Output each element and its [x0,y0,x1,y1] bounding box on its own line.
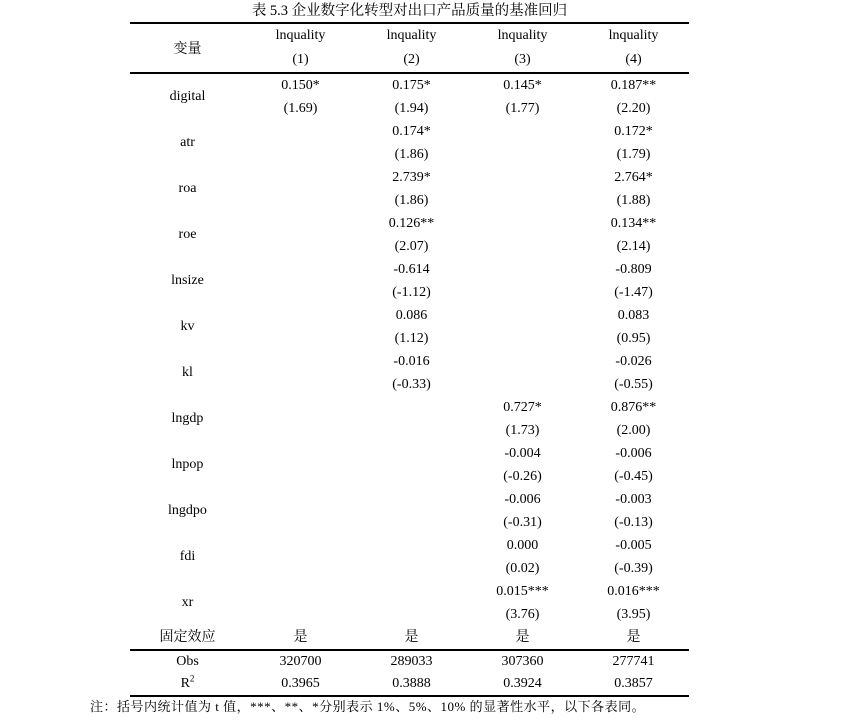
coefficient-cell [578,212,689,258]
coefficient-cell [578,166,689,212]
t-statistic: (-0.26) [503,469,542,484]
coefficient-cell [356,304,467,350]
variable-label: atr [180,135,195,150]
coefficient-value [356,396,467,419]
header-column-1 [245,23,356,73]
t-statistic: (1.79) [616,147,651,162]
t-statistic: (1.77) [505,101,540,116]
header-column-2 [356,23,467,73]
header-variable-label: 变量 [173,42,202,57]
coefficient-cell [245,442,356,488]
coefficient-cell [245,258,356,304]
coefficient-cell [356,350,467,396]
variable-label: fdi [179,549,196,564]
coefficient-cell [578,73,689,120]
coefficient-value [245,120,356,143]
coefficient-value: -0.026 [615,354,652,369]
variable-row [130,73,689,120]
coefficient-value [245,442,356,465]
coefficient-value [467,350,578,373]
table-header-row [130,23,689,73]
coefficient-value: 0.175* [392,78,431,93]
t-statistic: (-0.55) [614,377,653,392]
header-colnum-2: (2) [403,52,420,67]
t-statistic [245,511,356,534]
header-column-4 [578,23,689,73]
coefficient-cell [467,120,578,166]
coefficient-value: -0.809 [615,262,652,277]
coefficient-cell [578,442,689,488]
coefficient-value: 2.739* [392,170,431,185]
t-statistic: (1.94) [394,101,429,116]
variable-row [130,212,689,258]
coefficient-value [467,166,578,189]
t-statistic: (2.14) [616,239,651,254]
coefficient-cell [467,304,578,350]
t-statistic [356,557,467,580]
variable-row [130,534,689,580]
variable-row [130,120,689,166]
variable-label: kv [180,319,195,334]
coefficient-value [467,212,578,235]
coefficient-value: 0.134** [610,216,657,231]
variable-row [130,166,689,212]
t-statistic: (-0.33) [392,377,431,392]
stats-row [130,673,689,696]
coefficient-value: -0.614 [393,262,430,277]
coefficient-cell [245,580,356,626]
t-statistic [467,189,578,212]
coefficient-cell [467,488,578,534]
fixed-effects-value: 是 [404,630,419,645]
t-statistic [245,189,356,212]
header-depvar-1: lnquality [275,28,326,43]
stats-row [130,650,689,673]
coefficient-cell [467,580,578,626]
coefficient-value: 0.187** [610,78,657,93]
t-statistic: (1.69) [283,101,318,116]
coefficient-value [245,258,356,281]
variable-label: lngdpo [168,503,207,518]
coefficient-cell [467,396,578,442]
t-statistic: (-0.31) [503,515,542,530]
header-colnum-1: (1) [292,52,309,67]
table-footnote: 注：括号内统计值为 t 值，***、**、*分别表示 1%、5%、10% 的显著性水平，以下各表同。 [90,699,646,714]
header-colnum-4: (4) [625,52,642,67]
coefficient-value [356,534,467,557]
stats-label: $R^2$ [180,673,195,691]
coefficient-cell [245,120,356,166]
t-statistic: (1.12) [394,331,429,346]
header-depvar-2: lnquality [386,28,437,43]
coefficient-cell [467,350,578,396]
stats-label: Obs [176,654,199,669]
coefficient-value [356,442,467,465]
coefficient-value: -0.003 [615,492,652,507]
coefficient-cell [578,534,689,580]
regression-table [130,22,689,697]
regression-table-section [130,0,689,697]
coefficient-value [245,580,356,603]
variable-label: xr [181,595,194,610]
stats-value: 0.3965 [281,676,320,691]
coefficient-value [245,488,356,511]
coefficient-value: 0.876** [610,400,657,415]
coefficient-value: -0.016 [393,354,430,369]
variable-label: lngdp [171,411,204,426]
coefficient-cell [245,166,356,212]
coefficient-value [467,120,578,143]
coefficient-cell [356,534,467,580]
variable-row [130,442,689,488]
stats-value: 320700 [279,654,322,669]
t-statistic [356,465,467,488]
t-statistic [245,143,356,166]
coefficient-value [245,212,356,235]
variable-label: roa [178,181,197,196]
coefficient-cell [578,258,689,304]
t-statistic: (-0.13) [614,515,653,530]
coefficient-cell [356,166,467,212]
stats-value: 0.3924 [503,676,542,691]
variable-row [130,488,689,534]
coefficient-cell [578,488,689,534]
t-statistic: (0.02) [505,561,540,576]
variable-row [130,304,689,350]
coefficient-cell [356,120,467,166]
t-statistic: (2.00) [616,423,651,438]
coefficient-cell [245,73,356,120]
stats-value: 0.3857 [614,676,653,691]
coefficient-cell [356,488,467,534]
header-colnum-3: (3) [514,52,531,67]
coefficient-cell [467,73,578,120]
coefficient-value [356,580,467,603]
stats-value: 277741 [612,654,655,669]
t-statistic [245,235,356,258]
variable-row [130,350,689,396]
fixed-effects-value: 是 [515,630,530,645]
t-statistic [467,143,578,166]
stats-value: 289033 [390,654,433,669]
table-header [130,23,689,73]
fixed-effects-value: 是 [626,630,641,645]
t-statistic [356,603,467,626]
coefficient-value [356,488,467,511]
coefficient-value: 0.727* [503,400,542,415]
coefficient-value: 0.172* [614,124,653,139]
t-statistic [467,373,578,396]
coefficient-value [245,396,356,419]
fixed-effects-label: 固定效应 [159,630,216,645]
variable-label: digital [169,89,206,104]
coefficient-cell [245,212,356,258]
t-statistic [245,419,356,442]
coefficient-cell [467,212,578,258]
fixed-effects-value: 是 [293,630,308,645]
coefficient-cell [245,396,356,442]
coefficient-value [467,258,578,281]
header-depvar-3: lnquality [497,28,548,43]
coefficient-cell [467,534,578,580]
coefficient-cell [356,258,467,304]
coefficient-cell [467,258,578,304]
t-statistic [245,603,356,626]
t-statistic: (3.95) [616,607,651,622]
coefficient-value [245,350,356,373]
fixed-effects-row [130,626,689,650]
coefficient-value: -0.004 [504,446,541,461]
t-statistic: (1.86) [394,147,429,162]
t-statistic [356,511,467,534]
variable-label: roe [178,227,197,242]
t-statistic [245,281,356,304]
coefficient-value: 0.016*** [607,584,660,599]
t-statistic [467,327,578,350]
table-title: 表 5.3 企业数字化转型对出口产品质量的基准回归 [251,3,568,19]
coefficient-cell [245,304,356,350]
coefficient-cell [578,580,689,626]
coefficient-value: -0.005 [615,538,652,553]
coefficient-cell [356,442,467,488]
t-statistic: (2.07) [394,239,429,254]
coefficient-value [245,304,356,327]
t-statistic: (-1.12) [392,285,431,300]
coefficient-cell [467,442,578,488]
coefficient-cell [356,396,467,442]
t-statistic [356,419,467,442]
table-body [130,73,689,696]
coefficient-cell [578,396,689,442]
variable-row [130,396,689,442]
coefficient-cell [356,212,467,258]
t-statistic: (-0.39) [614,561,653,576]
coefficient-value: 0.126** [388,216,435,231]
t-statistic: (1.73) [505,423,540,438]
coefficient-value: -0.006 [615,446,652,461]
coefficient-value: 0.015*** [496,584,549,599]
header-depvar-4: lnquality [608,28,659,43]
t-statistic [245,327,356,350]
coefficient-cell [245,534,356,580]
variable-label: lnpop [171,457,204,472]
coefficient-cell [245,350,356,396]
coefficient-value [245,534,356,557]
coefficient-value [245,166,356,189]
variable-row [130,258,689,304]
coefficient-value: 0.000 [506,538,539,553]
variable-label: lnsize [171,273,204,288]
coefficient-cell [356,73,467,120]
t-statistic: (2.20) [616,101,651,116]
variable-label: kl [182,365,193,380]
coefficient-cell [578,350,689,396]
coefficient-value: -0.006 [504,492,541,507]
stats-value: 0.3888 [392,676,431,691]
t-statistic [245,373,356,396]
t-statistic: (-1.47) [614,285,653,300]
stats-value: 307360 [501,654,544,669]
coefficient-value: 0.145* [503,78,542,93]
coefficient-value: 0.174* [392,124,431,139]
t-statistic: (-0.45) [614,469,653,484]
t-statistic [467,281,578,304]
coefficient-value [467,304,578,327]
variable-row [130,580,689,626]
coefficient-value: 0.150* [281,78,320,93]
coefficient-cell [245,488,356,534]
header-column-3 [467,23,578,73]
t-statistic: (3.76) [505,607,540,622]
t-statistic [245,557,356,580]
coefficient-value: 2.764* [614,170,653,185]
t-statistic [245,465,356,488]
t-statistic: (0.95) [616,331,651,346]
coefficient-value: 0.083 [617,308,650,323]
coefficient-cell [356,580,467,626]
coefficient-cell [578,120,689,166]
t-statistic [467,235,578,258]
t-statistic: (1.88) [616,193,651,208]
coefficient-cell [578,304,689,350]
coefficient-value: 0.086 [395,308,428,323]
coefficient-cell [467,166,578,212]
t-statistic: (1.86) [394,193,429,208]
